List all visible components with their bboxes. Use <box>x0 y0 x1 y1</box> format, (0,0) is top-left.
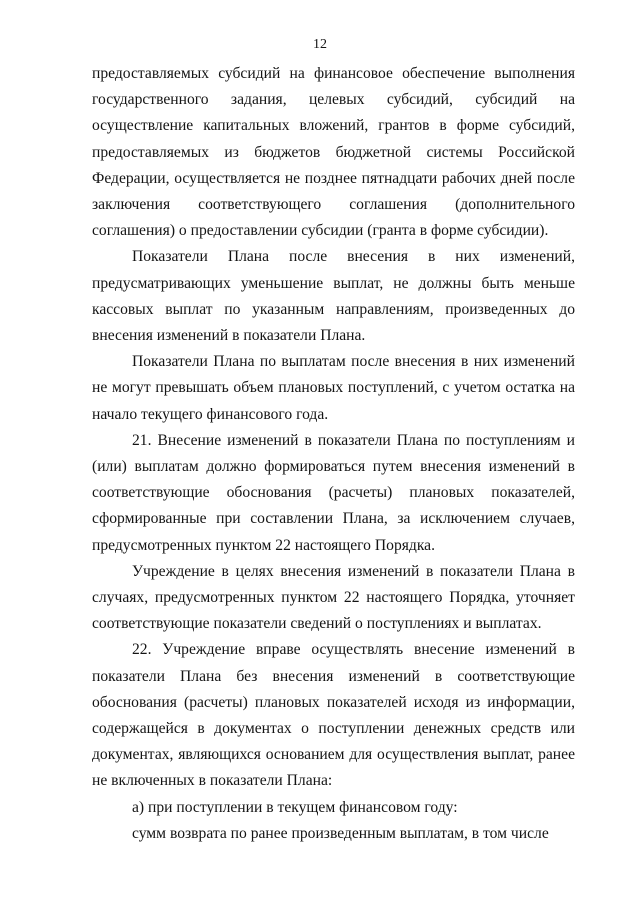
paragraph-institution-clarifies: Учреждение в целях внесения изменений в показатели Плана в случаях, предусмотренных пунктом 22 настоящего Порядка, уточняет соответствующие показатели сведений о поступлениях и выплатах. <box>92 562 575 633</box>
paragraph-plan-payments-limit: Показатели Плана по выплатам после внесения в них изменений не могут превышать объем плановых поступлений, с учетом остатка на начало текущего финансового года. <box>92 353 575 423</box>
paragraph-subsidy-terms: предоставляемых субсидий на финансовое обеспечение выполнения государственного задания, целевых субсидий, субсидий на осуществление капитальных вложений, грантов в форме субсидий, предоставляемых из бюджетов бюджетной системы Российской Федерации, осуществляется не позднее пятнадцати рабочих дней после заключения соответствующего соглашения (дополнительного соглашения) о предоставлении субсидии (гранта в форме субсидии). <box>92 65 575 240</box>
page-number: 12 <box>313 37 327 52</box>
document-body <box>92 61 575 847</box>
paragraph-clause-21: 21. Внесение изменений в показатели Плана по поступлениям и (или) выплатам должно формироваться путем внесения изменений в соответствующие обоснования (расчеты) плановых показателей, сформированные при составлении Плана, за исключением случаев, предусмотренных пунктом 22 настоящего Порядка. <box>92 431 575 554</box>
paragraph-plan-indicators-reduction: Показатели Плана после внесения в них изменений, предусматривающих уменьшение выплат, не должны быть меньше кассовых выплат по указанным направлениям, произведенных до внесения изменений в показатели Плана. <box>92 248 575 345</box>
paragraph-subclause-a: а) при поступлении в текущем финансовом году: <box>132 798 458 816</box>
paragraph-clause-22: 22. Учреждение вправе осуществлять внесение изменений в показатели Плана без внесения изменений в соответствующие обоснования (расчеты) плановых показателей исходя из информации, содержащейся в документах о поступлении денежных средств или документах, являющихся основанием для осуществления выплат, ранее не включенных в показатели Плана: <box>92 641 575 790</box>
paragraph-refund-amounts: сумм возврата по ранее произведенным выплатам, в том числе <box>132 824 549 842</box>
